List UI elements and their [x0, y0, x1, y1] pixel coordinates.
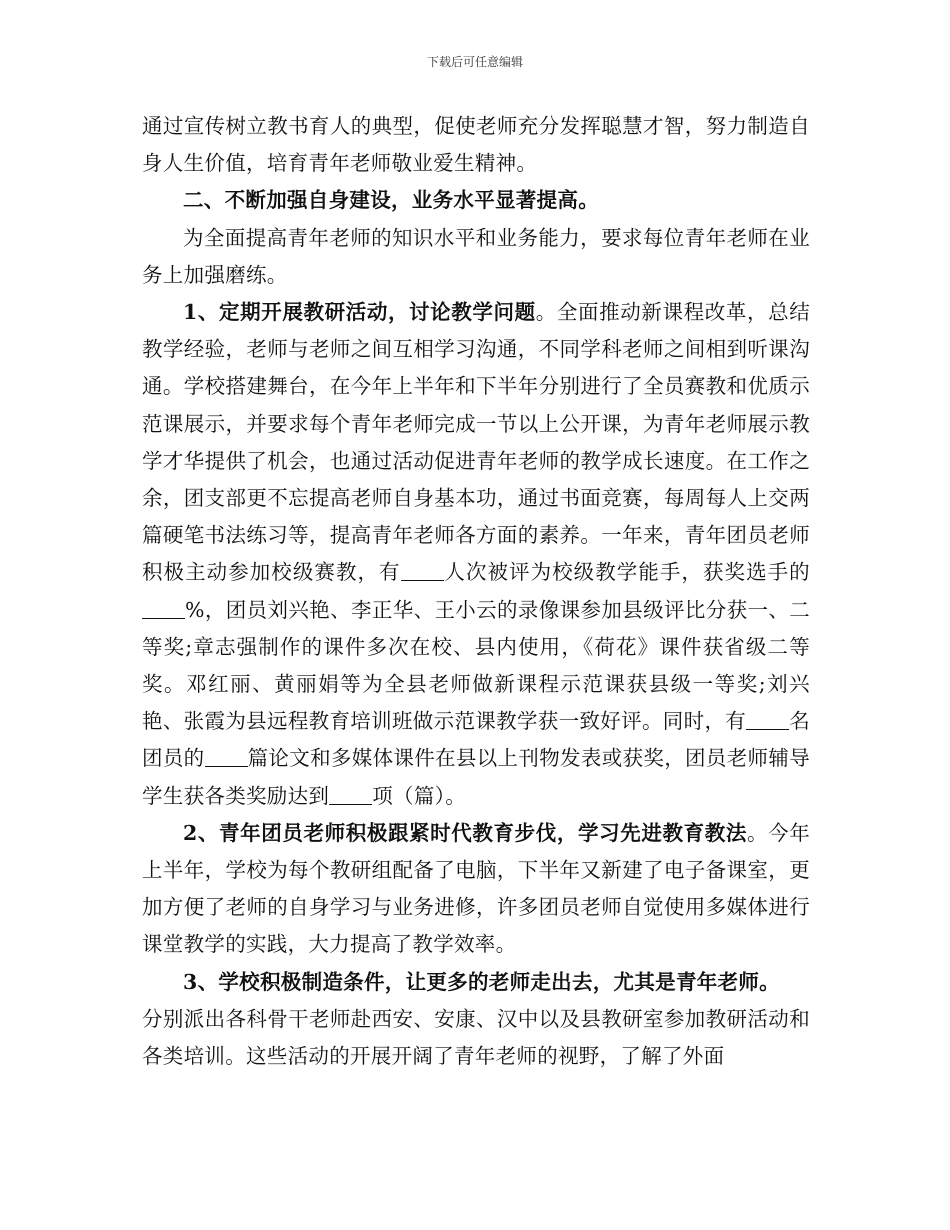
- text-run: 人次被评为校级教学能手，获奖选手的: [443, 560, 810, 585]
- paragraph-section-2: [142, 815, 810, 964]
- paragraph: 为全面提高青年老师的知识水平和业务能力，要求每位青年老师在业务上加强磨练。: [142, 225, 810, 287]
- text-run: 篇论文和多媒体课件在县以上刊物发表或获奖，团员老师辅导学生获各类奖励达到: [142, 746, 810, 808]
- blank-line: [746, 709, 789, 731]
- subsection-title: 3、学校积极制造条件，让更多的老师走出去，尤其是青年老师。: [183, 969, 780, 994]
- blank-line: [329, 783, 372, 805]
- paragraph-section-1: [142, 294, 810, 815]
- subsection-title: 2、青年团员老师积极跟紧时代教育步伐，学习先进教育教法: [183, 820, 747, 845]
- document-body: [142, 108, 810, 1075]
- page-header: 下载后可任意编辑: [426, 55, 523, 69]
- text-run: 名团员的: [142, 709, 810, 771]
- paragraph: 通过宣传树立教书育人的典型，促使老师充分发挥聪慧才智，努力制造自身人生价值，培育青年老师敬业爱生精神。: [142, 114, 810, 176]
- text-run: 项（篇）。: [372, 783, 466, 808]
- paragraph: 分别派出各科骨干老师赴西安、安康、汉中以及县教研室参加教研活动和各类培训。这些活动的开展开阔了青年老师的视野，了解了外面: [142, 1006, 810, 1069]
- text-run: 。全面推动新课程改革，总结教学经验，老师与老师之间互相学习沟通，不同学科老师之间相到听课沟通。学校搭建舞台，在今年上半年和下半年分别进行了全员赛教和优质示范课展示，并要求每个青年老师完成一节以上公开课，为青年老师展示教学才华提供了机会，也通过活动促进青年老师的教学成长速度。在工作之余，团支部更不忘提高老师自身基本功，通过书面竞赛，每周每人上交两篇硬笔书法练习等，提高青年老师各方面的素养。一年来，青年团员老师积极主动参加校级赛教，有: [142, 300, 810, 585]
- text-run: %，团员刘兴艳、李正华、王小云的录像课参加县级评比分获一、二等奖;章志强制作的课件多次在校、县内使用，《荷花》课件获省级二等奖。邓红丽、黄丽娟等为全县老师做新课程示范课获县级一等奖;刘兴艳、张霞为县远程教育培训班做示范课教学获一致好评。同时，有: [142, 597, 810, 734]
- blank-line: [401, 560, 444, 582]
- section-heading: 二、不断加强自身建设，业务水平显著提高。: [183, 188, 599, 213]
- blank-line: [205, 746, 248, 768]
- blank-line: [142, 597, 185, 619]
- text-run: 。今年上半年，学校为每个教研组配备了电脑，下半年又新建了电子备课室，更加方便了老师的自身学习与业务进修，许多团员老师自觉使用多媒体进行课堂教学的实践，大力提高了教学效率。: [142, 820, 810, 957]
- subsection-title: 1、定期开展教研活动，讨论教学问题: [183, 300, 536, 325]
